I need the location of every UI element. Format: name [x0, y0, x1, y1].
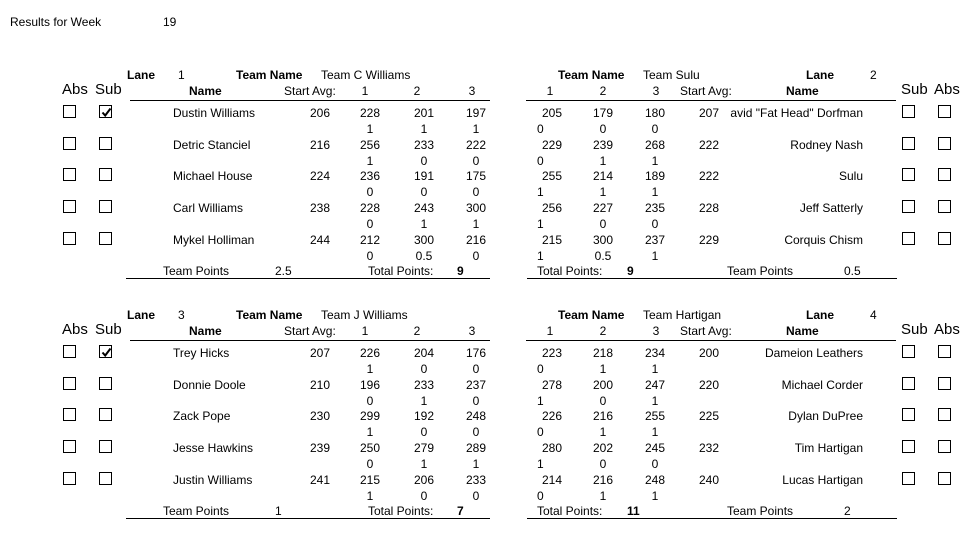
- lane-label: Lane: [127, 308, 156, 322]
- sub-checkbox[interactable]: [902, 440, 915, 453]
- game-1-score: 256: [541, 201, 563, 216]
- game-1-points: 1: [537, 185, 544, 200]
- bowler-start-avg: 224: [309, 169, 330, 184]
- game-1-score: 215: [359, 472, 381, 487]
- bowler-name: Lucas Hartigan: [782, 472, 863, 487]
- game-2-score: 216: [592, 472, 614, 487]
- sub-checkbox[interactable]: [99, 345, 112, 358]
- game-3-score: 255: [644, 409, 666, 424]
- start-avg-label: Start Avg:: [680, 84, 732, 98]
- game-2-points: 0: [599, 122, 607, 136]
- game-1-points: 0: [537, 153, 544, 168]
- game-3-score: 289: [465, 441, 487, 456]
- game-1-points: 0: [366, 185, 374, 200]
- absent-checkbox[interactable]: [63, 345, 76, 358]
- game-3-points: 0: [651, 457, 659, 472]
- team-name-label: Team Name: [558, 68, 625, 82]
- game-2-points: 0: [599, 217, 607, 232]
- absent-checkbox[interactable]: [938, 232, 951, 245]
- game-3-score: 300: [465, 201, 487, 216]
- game-1-score: 228: [359, 201, 381, 216]
- sub-checkbox[interactable]: [902, 408, 915, 421]
- left-header-rule: [130, 100, 490, 101]
- game-3-score: 176: [465, 346, 487, 360]
- game-3-points: 1: [651, 185, 659, 200]
- game-2-points: 1: [599, 185, 607, 200]
- bowler-name: Michael Corder: [781, 377, 863, 392]
- bowler-name: Corquis Chism: [784, 232, 863, 247]
- game-1-points: 1: [537, 217, 544, 232]
- start-avg-label: Start Avg:: [680, 324, 732, 338]
- bowler-start-avg: 228: [699, 201, 720, 216]
- team-points-label: Team Points: [163, 504, 230, 518]
- game-3-score: 248: [465, 409, 487, 424]
- sub-checkbox[interactable]: [99, 168, 112, 181]
- team-name: Team C Williams: [321, 68, 411, 82]
- bowler-start-avg: 220: [699, 377, 720, 392]
- total-points-label: Total Points:: [537, 504, 603, 518]
- bowler-name: Detric Stanciel: [173, 137, 251, 152]
- absent-checkbox[interactable]: [63, 232, 76, 245]
- lane-label: Lane: [806, 308, 835, 322]
- game-2-points: 1: [599, 153, 607, 168]
- game-3-points: 0: [472, 393, 480, 408]
- bowler-name: Donnie Doole: [173, 377, 246, 392]
- game-1-points: 1: [366, 425, 374, 440]
- week-number: 19: [163, 15, 177, 29]
- sub-column-label: Sub: [95, 321, 122, 338]
- team-name: Team Sulu: [643, 68, 700, 82]
- lane-number: 3: [178, 308, 185, 322]
- bowler-name: Zack Pope: [173, 409, 231, 424]
- game-1-label: 1: [361, 324, 369, 338]
- game-1-score: 214: [541, 472, 563, 487]
- bowler-start-avg: 240: [699, 472, 720, 487]
- game-2-label: 2: [413, 324, 421, 338]
- game-3-score: 175: [465, 169, 487, 184]
- sub-checkbox[interactable]: [99, 200, 112, 213]
- name-column-label: Name: [786, 84, 819, 98]
- sub-checkbox[interactable]: [99, 472, 112, 485]
- game-2-score: 214: [592, 169, 614, 184]
- abs-column-label: Abs: [934, 81, 960, 98]
- start-avg-label: Start Avg:: [284, 324, 336, 338]
- game-1-points: 0: [537, 122, 544, 136]
- sub-checkbox[interactable]: [99, 377, 112, 390]
- bowler-start-avg: 239: [309, 441, 330, 456]
- game-2-score: 227: [592, 201, 614, 216]
- sub-checkbox[interactable]: [99, 440, 112, 453]
- name-column-label: Name: [786, 324, 819, 338]
- bowler-start-avg: 207: [309, 346, 330, 360]
- sub-checkbox[interactable]: [902, 377, 915, 390]
- bowler-start-avg: 225: [699, 409, 720, 424]
- absent-checkbox[interactable]: [63, 168, 76, 181]
- bowler-name: Sulu: [838, 169, 863, 184]
- game-1-score: 299: [359, 409, 381, 424]
- sub-checkbox[interactable]: [902, 472, 915, 485]
- abs-column-label: Abs: [62, 81, 88, 98]
- absent-checkbox[interactable]: [938, 137, 951, 150]
- game-2-score: 233: [413, 137, 435, 152]
- team-points-label: Team Points: [727, 264, 794, 278]
- game-1-points: 1: [366, 488, 374, 503]
- bowler-name: Mykel Holliman: [173, 232, 255, 247]
- team-name: Team Hartigan: [643, 308, 722, 322]
- game-3-score: 245: [644, 441, 666, 456]
- game-1-score: 226: [359, 346, 381, 360]
- absent-checkbox[interactable]: [63, 200, 76, 213]
- game-2-points: 1: [420, 122, 428, 136]
- absent-checkbox[interactable]: [63, 472, 76, 485]
- game-3-points: 0: [472, 153, 480, 168]
- game-2-score: 300: [413, 232, 435, 247]
- absent-checkbox[interactable]: [63, 105, 76, 118]
- game-1-points: 0: [537, 488, 544, 503]
- game-2-label: 2: [413, 84, 421, 98]
- game-3-score: 268: [644, 137, 666, 152]
- absent-checkbox[interactable]: [938, 200, 951, 213]
- bowler-start-avg: 222: [699, 169, 720, 184]
- game-2-points: 0: [420, 185, 428, 200]
- bowler-start-avg: 210: [309, 377, 330, 392]
- game-1-points: 0: [366, 393, 374, 408]
- game-2-points: 1: [599, 362, 607, 376]
- bowler-start-avg: 216: [309, 137, 330, 152]
- team-points-value: 2: [844, 504, 851, 518]
- sub-checkbox[interactable]: [99, 105, 112, 118]
- right-header-rule: [526, 100, 896, 101]
- sub-column-label: Sub: [901, 81, 928, 98]
- bowler-name: Tim Hartigan: [794, 441, 863, 456]
- absent-checkbox[interactable]: [63, 377, 76, 390]
- game-2-score: 233: [413, 377, 435, 392]
- team-points-value: 1: [275, 504, 282, 518]
- bowler-start-avg: 244: [309, 232, 330, 247]
- game-3-points: 0: [651, 122, 659, 136]
- game-1-score: 255: [541, 169, 563, 184]
- game-1-score: 228: [359, 106, 381, 120]
- bowler-name: Dylan DuPree: [788, 409, 863, 424]
- game-3-score: 234: [644, 346, 666, 360]
- game-1-score: 236: [359, 169, 381, 184]
- absent-checkbox[interactable]: [938, 440, 951, 453]
- game-2-points: 0: [420, 425, 428, 440]
- total-points-value: 7: [457, 504, 464, 518]
- absent-checkbox[interactable]: [938, 168, 951, 181]
- game-2-label: 2: [599, 324, 607, 338]
- game-2-score: 218: [592, 346, 614, 360]
- absent-checkbox[interactable]: [938, 105, 951, 118]
- game-1-score: 212: [359, 232, 381, 247]
- game-3-score: 222: [465, 137, 487, 152]
- game-3-points: 0: [472, 248, 480, 263]
- game-1-points: 1: [366, 153, 374, 168]
- game-2-score: 300: [592, 232, 614, 247]
- left-header-rule: [130, 340, 490, 341]
- bowler-name: Trey Hicks: [173, 346, 230, 360]
- bowler-start-avg: 222: [699, 137, 720, 152]
- game-1-score: 229: [541, 137, 563, 152]
- game-1-points: 0: [366, 457, 374, 472]
- game-3-score: 233: [465, 472, 487, 487]
- game-3-label: 3: [652, 84, 660, 98]
- game-2-points: 0: [599, 457, 607, 472]
- sub-checkbox[interactable]: [902, 105, 915, 118]
- sub-checkbox[interactable]: [902, 345, 915, 358]
- game-3-score: 235: [644, 201, 666, 216]
- game-1-points: 0: [537, 362, 544, 376]
- game-3-points: 0: [472, 362, 480, 376]
- name-column-label: Name: [189, 84, 222, 98]
- team-points-label: Team Points: [163, 264, 230, 278]
- game-1-score: 278: [541, 377, 563, 392]
- game-3-score: 197: [465, 106, 487, 120]
- game-2-points: 0.5: [594, 248, 612, 263]
- bowler-start-avg: 207: [699, 106, 720, 120]
- game-1-points: 0: [366, 248, 374, 263]
- game-3-points: 1: [472, 217, 480, 232]
- game-2-points: 1: [420, 217, 428, 232]
- game-3-points: 1: [651, 393, 659, 408]
- lane-label: Lane: [127, 68, 156, 82]
- abs-column-label: Abs: [62, 321, 88, 338]
- game-2-score: 279: [413, 441, 435, 456]
- game-1-label: 1: [546, 84, 554, 98]
- game-3-points: 0: [651, 217, 659, 232]
- right-footer-rule: [527, 518, 897, 519]
- total-points-label: Total Points:: [368, 504, 434, 518]
- bowler-name: Jeff Satterly: [799, 201, 863, 216]
- game-3-points: 0: [472, 488, 480, 503]
- game-2-score: 192: [413, 409, 435, 424]
- bowler-start-avg: 238: [309, 201, 330, 216]
- game-1-score: 226: [541, 409, 563, 424]
- game-1-points: 0: [366, 217, 374, 232]
- absent-checkbox[interactable]: [63, 440, 76, 453]
- game-2-score: 191: [413, 169, 435, 184]
- absent-checkbox[interactable]: [938, 377, 951, 390]
- game-3-label: 3: [652, 324, 660, 338]
- team-points-value: 0.5: [844, 264, 861, 278]
- name-column-label: Name: [189, 324, 222, 338]
- game-1-score: 215: [541, 232, 563, 247]
- sub-checkbox[interactable]: [99, 232, 112, 245]
- game-2-score: 243: [413, 201, 435, 216]
- bowler-start-avg: 206: [309, 106, 330, 120]
- game-2-points: 1: [599, 488, 607, 503]
- game-1-points: 1: [537, 393, 544, 408]
- game-3-label: 3: [468, 324, 476, 338]
- team-name-label: Team Name: [558, 308, 625, 322]
- sub-checkbox[interactable]: [99, 137, 112, 150]
- right-footer-rule: [527, 278, 897, 279]
- bowler-start-avg: 232: [699, 441, 720, 456]
- game-3-points: 1: [651, 248, 659, 263]
- game-3-score: 237: [644, 232, 666, 247]
- game-3-points: 1: [472, 457, 480, 472]
- game-2-score: 239: [592, 137, 614, 152]
- game-2-score: 201: [413, 106, 435, 120]
- game-1-points: 1: [537, 457, 544, 472]
- game-3-points: 0: [472, 185, 480, 200]
- game-3-label: 3: [468, 84, 476, 98]
- game-3-score: 248: [644, 472, 666, 487]
- game-2-label: 2: [599, 84, 607, 98]
- team-points-label: Team Points: [727, 504, 794, 518]
- game-2-score: 200: [592, 377, 614, 392]
- game-2-points: 0: [599, 393, 607, 408]
- abs-column-label: Abs: [934, 321, 960, 338]
- lane-label: Lane: [806, 68, 835, 82]
- game-2-points: 1: [420, 457, 428, 472]
- game-1-score: 250: [359, 441, 381, 456]
- game-2-score: 216: [592, 409, 614, 424]
- game-2-score: 179: [592, 106, 614, 120]
- left-footer-rule: [126, 518, 490, 519]
- absent-checkbox[interactable]: [63, 408, 76, 421]
- game-2-points: 0: [420, 362, 428, 376]
- bowler-name: Jesse Hawkins: [173, 441, 254, 456]
- game-2-score: 202: [592, 441, 614, 456]
- game-1-score: 223: [541, 346, 563, 360]
- sub-column-label: Sub: [901, 321, 928, 338]
- game-3-points: 1: [651, 153, 659, 168]
- game-3-points: 1: [651, 488, 659, 503]
- game-1-score: 205: [541, 106, 563, 120]
- game-3-score: 237: [465, 377, 487, 392]
- game-3-score: 247: [644, 377, 666, 392]
- bowler-name: Rodney Nash: [790, 137, 863, 152]
- game-2-score: 204: [413, 346, 435, 360]
- team-name-label: Team Name: [236, 308, 303, 322]
- sub-checkbox[interactable]: [902, 232, 915, 245]
- bowler-start-avg: 229: [699, 232, 720, 247]
- bowler-name: avid "Fat Head" Dorfman: [730, 106, 863, 120]
- bowler-start-avg: 241: [309, 472, 330, 487]
- game-3-points: 0: [472, 425, 480, 440]
- lane-number: 4: [870, 308, 877, 322]
- sub-checkbox[interactable]: [902, 137, 915, 150]
- game-3-points: 1: [472, 122, 480, 136]
- game-3-points: 1: [651, 425, 659, 440]
- team-name-label: Team Name: [236, 68, 303, 82]
- game-1-points: 0: [537, 425, 544, 440]
- bowler-name: Justin Williams: [173, 472, 253, 487]
- game-3-score: 216: [465, 232, 487, 247]
- lane-number: 2: [870, 68, 877, 82]
- total-points-value: 9: [627, 264, 634, 278]
- start-avg-label: Start Avg:: [284, 84, 336, 98]
- game-2-points: 0.5: [415, 248, 433, 263]
- absent-checkbox[interactable]: [938, 472, 951, 485]
- game-1-score: 256: [359, 137, 381, 152]
- total-points-value: 9: [457, 264, 464, 278]
- bowler-name: Dustin Williams: [173, 106, 256, 120]
- total-points-value: 11: [627, 504, 640, 518]
- bowler-start-avg: 200: [699, 346, 720, 360]
- total-points-label: Total Points:: [537, 264, 603, 278]
- team-name: Team J Williams: [321, 308, 408, 322]
- bowler-start-avg: 230: [309, 409, 330, 424]
- game-1-label: 1: [361, 84, 369, 98]
- game-3-score: 189: [644, 169, 666, 184]
- sub-column-label: Sub: [95, 81, 122, 98]
- game-2-points: 0: [420, 153, 428, 168]
- absent-checkbox[interactable]: [938, 345, 951, 358]
- left-footer-rule: [126, 278, 490, 279]
- team-points-value: 2.5: [275, 264, 292, 278]
- absent-checkbox[interactable]: [63, 137, 76, 150]
- game-2-points: 1: [420, 393, 428, 408]
- game-1-points: 1: [366, 362, 374, 376]
- bowler-name: Michael House: [173, 169, 253, 184]
- sub-checkbox[interactable]: [902, 200, 915, 213]
- absent-checkbox[interactable]: [938, 408, 951, 421]
- results-week-label: Results for Week: [10, 15, 102, 29]
- game-2-score: 206: [413, 472, 435, 487]
- game-2-points: 1: [599, 425, 607, 440]
- sub-checkbox[interactable]: [902, 168, 915, 181]
- bowler-name: Carl Williams: [173, 201, 243, 216]
- game-1-score: 280: [541, 441, 563, 456]
- game-1-label: 1: [546, 324, 554, 338]
- game-1-score: 196: [359, 377, 381, 392]
- total-points-label: Total Points:: [368, 264, 434, 278]
- game-2-points: 0: [420, 488, 428, 503]
- game-1-points: 1: [537, 248, 544, 263]
- right-header-rule: [526, 340, 896, 341]
- game-3-points: 1: [651, 362, 659, 376]
- game-1-points: 1: [366, 122, 374, 136]
- game-3-score: 180: [644, 106, 666, 120]
- sub-checkbox[interactable]: [99, 408, 112, 421]
- lane-number: 1: [178, 68, 185, 82]
- bowler-name: Dameion Leathers: [764, 346, 863, 360]
